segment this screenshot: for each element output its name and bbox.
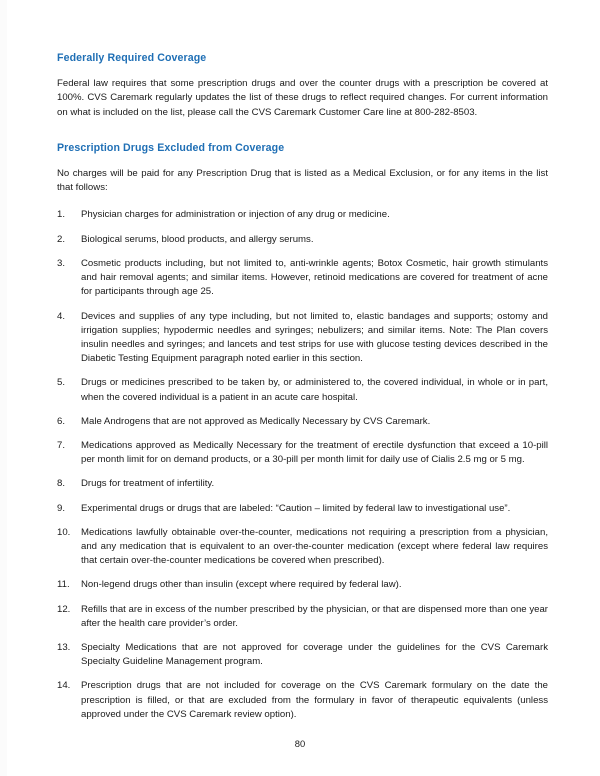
list-item [57,477,548,491]
list-item-number: 9. [57,502,66,514]
section-heading-federally-required-coverage: Federally Required Coverage [57,52,207,64]
list-item-number: 4. [57,310,66,322]
list-item [57,502,548,516]
page-content [57,52,548,722]
list-item-number: 14. [57,680,71,692]
list-item-text: Non-legend drugs other than insulin (except where required by federal law). [81,579,402,591]
list-item-text: Male Androgens that are not approved as Medically Necessary by CVS Caremark. [81,415,431,427]
list-item [57,679,548,722]
list-item [57,603,548,631]
list-item-number: 8. [57,478,66,490]
list-item-number: 1. [57,209,66,221]
list-item [57,439,548,467]
list-item-number: 5. [57,377,66,389]
list-item-text: Cosmetic products including, but not limited to, anti-wrinkle agents; Botox Cosmetic, hair growth stimulants and hair removal agents; and similar items. However, retinoid medications are covered for treatment of acne for participants through age 25. [81,257,548,298]
list-item-text: Prescription drugs that are not included for coverage on the CVS Caremark formulary on the date the prescription is filled, or that are excluded from the formulary in favor of therapeutic equivalents (unless approved under the CVS Caremark review option). [81,680,548,720]
list-item-number: 12. [57,603,71,615]
list-item-text: Medications lawfully obtainable over-the-counter, medications not requiring a prescription from a physician, and any medication that is equivalent to an over-the-counter medication (except where federal law requires that certain over-the-counter medications be covered when prescribed). [81,526,548,567]
list-item-text: Specialty Medications that are not approved for coverage under the guidelines for the CVS Caremark Specialty Guideline Management program. [81,641,548,668]
list-item-text: Medications approved as Medically Necessary for the treatment of erectile dysfunction that exceed a 10-pill per month limit for on demand products, or a 30-pill per month limit for daily use of Cialis 2.5 mg or 5 mg. [81,439,548,466]
list-item-number: 13. [57,641,71,653]
list-item-text: Experimental drugs or drugs that are labeled: “Caution – limited by federal law to investigational use”. [81,502,511,514]
list-item-number: 3. [57,257,66,269]
list-item-text: Biological serums, blood products, and allergy serums. [81,233,314,245]
list-item [57,376,548,404]
list-item [57,641,548,669]
list-item [57,233,548,247]
list-item [57,208,548,222]
list-item-text: Refills that are in excess of the number prescribed by the physician, or that are dispensed more than one year after the health care provider’s order. [81,603,548,629]
list-item-text: Physician charges for administration or injection of any drug or medicine. [81,209,390,221]
list-item-number: 6. [57,415,66,427]
list-item [57,526,548,569]
list-item [57,578,548,592]
page-number: 80 [294,738,306,749]
list-item-text: Drugs or medicines prescribed to be taken by, or administered to, the covered individual, in whole or in part, when the covered individual is a patient in an acute care hospital. [81,377,548,403]
list-item-number: 2. [57,233,66,245]
exclusions-list [57,208,548,721]
list-item [57,310,548,367]
page-left-margin [0,0,7,776]
list-item-text: Drugs for treatment of infertility. [81,478,215,490]
list-item-number: 7. [57,439,66,451]
section-paragraph-federally-required-coverage: Federal law requires that some prescription drugs and over the counter drugs with a prescription be covered at 100%. CVS Caremark regularly updates the list of these drugs to reflect required changes. For current information on what is included on the list, please call the CVS Caremark Customer Care line at 800-282-8503. [57,78,548,118]
list-item-number: 10. [57,526,71,538]
list-item-text: Devices and supplies of any type including, but not limited to, elastic bandages and supports; ostomy and irrigation supplies; hypodermic needles and syringes; nebulizers; and similar items. Note: The Plan covers insulin needles and syringes; and lancets and test strips for use with glucose testing devices described in the Diabetic Testing Equipment paragraph noted earlier in this section. [81,310,548,365]
section-heading-prescription-drugs-excluded: Prescription Drugs Excluded from Coverage [57,141,285,154]
list-item [57,257,548,300]
section-paragraph-prescription-drugs-excluded: No charges will be paid for any Prescription Drug that is listed as a Medical Exclusion, or for any items in the list that follows: [57,168,548,194]
list-item-number: 11. [57,579,70,591]
list-item [57,415,548,429]
